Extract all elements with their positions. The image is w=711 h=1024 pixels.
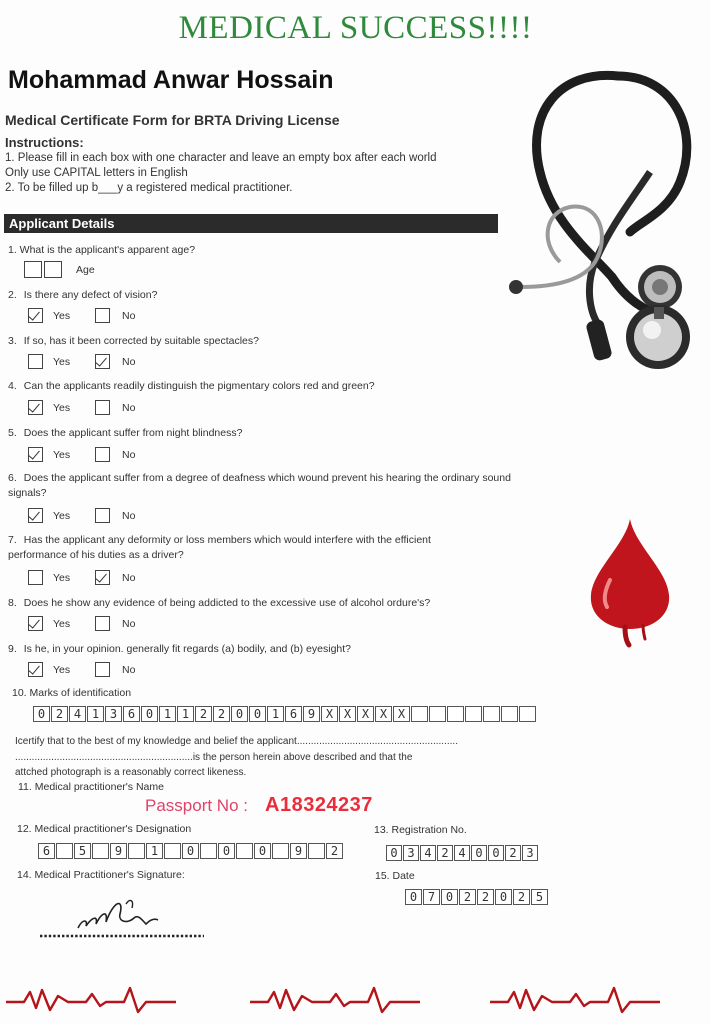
yes-checkbox[interactable]: [28, 354, 43, 369]
marks-cell[interactable]: [411, 706, 428, 722]
no-checkbox[interactable]: [95, 447, 110, 462]
marks-cell[interactable]: [447, 706, 464, 722]
certify-line-2: ................................................................is the person herein above described and that the: [15, 752, 413, 763]
registration-cell[interactable]: 2: [505, 845, 521, 861]
designation-cell[interactable]: 2: [326, 843, 343, 859]
question-6: [8, 472, 511, 484]
answer-options-9: [28, 662, 135, 677]
answer-options-2: [28, 308, 135, 323]
date-cell[interactable]: 2: [459, 889, 476, 905]
marks-cell[interactable]: 1: [159, 706, 176, 722]
instruction-line-3: 2. To be filled up b___y a registered medical practitioner.: [5, 182, 293, 194]
marks-cell[interactable]: [501, 706, 518, 722]
designation-grid: [38, 843, 344, 859]
blood-drop-icon: [585, 515, 675, 650]
designation-cell[interactable]: 0: [254, 843, 271, 859]
designation-cell[interactable]: [56, 843, 73, 859]
date-cell[interactable]: 2: [477, 889, 494, 905]
marks-cell[interactable]: 0: [231, 706, 248, 722]
no-label: No: [122, 309, 136, 322]
marks-cell[interactable]: X: [321, 706, 338, 722]
stethoscope-icon: [500, 62, 705, 372]
yes-label: Yes: [53, 617, 71, 630]
yes-label: Yes: [53, 309, 71, 322]
passport-number: A18324237: [265, 794, 373, 816]
question-number: 3.: [8, 335, 17, 347]
marks-cell[interactable]: 2: [213, 706, 230, 722]
yes-label: Yes: [53, 401, 71, 414]
answer-options-4: [28, 400, 135, 415]
yes-checkbox[interactable]: [28, 400, 43, 415]
marks-cell[interactable]: 2: [195, 706, 212, 722]
no-checkbox[interactable]: [95, 400, 110, 415]
registration-cell[interactable]: 4: [420, 845, 436, 861]
question-number: 5.: [8, 427, 17, 439]
marks-cell[interactable]: 2: [51, 706, 68, 722]
age-digit-box-1[interactable]: [24, 261, 42, 278]
designation-cell[interactable]: 6: [38, 843, 55, 859]
designation-cell[interactable]: [92, 843, 109, 859]
marks-cell[interactable]: 6: [123, 706, 140, 722]
marks-cell[interactable]: X: [393, 706, 410, 722]
section-applicant-details: Applicant Details: [4, 214, 498, 233]
answer-options-3: [28, 354, 135, 369]
date-cell[interactable]: 7: [423, 889, 440, 905]
question-text: If so, has it been corrected by suitable spectacles?: [23, 335, 259, 347]
no-label: No: [122, 663, 136, 676]
question-7: [8, 534, 431, 546]
date-cell[interactable]: 0: [405, 889, 422, 905]
registration-cell[interactable]: 4: [454, 845, 470, 861]
designation-cell[interactable]: 5: [74, 843, 91, 859]
no-checkbox[interactable]: [95, 308, 110, 323]
marks-cell[interactable]: X: [339, 706, 356, 722]
form-title: Medical Certificate Form for BRTA Driving License: [5, 112, 340, 128]
registration-cell[interactable]: 0: [386, 845, 402, 861]
yes-label: Yes: [53, 355, 71, 368]
no-label: No: [122, 355, 136, 368]
yes-checkbox[interactable]: [28, 570, 43, 585]
designation-cell[interactable]: [164, 843, 181, 859]
banner-title: MEDICAL SUCCESS!!!!: [178, 10, 533, 46]
date-cell[interactable]: 5: [531, 889, 548, 905]
marks-cell[interactable]: 6: [285, 706, 302, 722]
question-number: 9.: [8, 643, 17, 655]
question-text: Does the applicant suffer from night blindness?: [23, 427, 243, 439]
no-label: No: [122, 401, 136, 414]
question-text: Is there any defect of vision?: [23, 289, 158, 301]
designation-cell[interactable]: [272, 843, 289, 859]
signature-label: 14. Medical Practitioner's Signature:: [17, 869, 185, 881]
question-text: Can the applicants readily distinguish the pigmentary colors red and green?: [23, 380, 375, 392]
marks-cell[interactable]: 0: [249, 706, 266, 722]
designation-cell[interactable]: 1: [146, 843, 163, 859]
marks-cell[interactable]: 4: [69, 706, 86, 722]
marks-label: 10. Marks of identification: [12, 687, 132, 699]
answer-options-7: [28, 570, 135, 585]
designation-cell[interactable]: 0: [218, 843, 235, 859]
question-text: Does he show any evidence of being addicted to the excessive use of alcohol ordure's?: [23, 597, 431, 609]
yes-label: Yes: [53, 448, 71, 461]
marks-cell[interactable]: 1: [267, 706, 284, 722]
designation-cell[interactable]: [308, 843, 325, 859]
answer-options-6: [28, 508, 135, 523]
no-checkbox[interactable]: [95, 508, 110, 523]
marks-cell[interactable]: X: [357, 706, 374, 722]
question-8: [8, 597, 430, 609]
registration-cell[interactable]: 2: [437, 845, 453, 861]
marks-cell[interactable]: 0: [141, 706, 158, 722]
question-4: [8, 380, 375, 392]
question-9: [8, 643, 351, 655]
designation-cell[interactable]: 9: [290, 843, 307, 859]
marks-cell[interactable]: [519, 706, 536, 722]
signature-scribble-icon: [38, 890, 208, 942]
question-text: Does the applicant suffer from a degree of deafness which wound prevent his hearing the ordinary sound: [23, 472, 511, 484]
date-cell[interactable]: 0: [441, 889, 458, 905]
instructions-heading: Instructions:: [5, 135, 84, 150]
date-label: 15. Date: [375, 870, 415, 882]
marks-cell[interactable]: 9: [303, 706, 320, 722]
yes-checkbox[interactable]: [28, 616, 43, 631]
applicant-name: Mohammad Anwar Hossain: [8, 66, 334, 94]
marks-cell[interactable]: [465, 706, 482, 722]
no-checkbox[interactable]: [95, 662, 110, 677]
question-5: [8, 427, 242, 439]
designation-cell[interactable]: [200, 843, 217, 859]
registration-cell[interactable]: 0: [471, 845, 487, 861]
yes-checkbox[interactable]: [28, 662, 43, 677]
age-digit-box-2[interactable]: [44, 261, 62, 278]
yes-label: Yes: [53, 663, 71, 676]
registration-label: 13. Registration No.: [374, 824, 467, 836]
no-checkbox[interactable]: [95, 354, 110, 369]
marks-cell[interactable]: 1: [87, 706, 104, 722]
answer-options-8: [28, 616, 135, 631]
marks-cell[interactable]: X: [375, 706, 392, 722]
yes-checkbox[interactable]: [28, 447, 43, 462]
designation-label: 12. Medical practitioner's Designation: [17, 823, 192, 835]
question-age: 1. What is the applicant's apparent age?: [8, 244, 196, 256]
marks-grid: [33, 706, 537, 722]
instruction-line-2: Only use CAPITAL letters in English: [5, 167, 188, 179]
marks-cell[interactable]: 3: [105, 706, 122, 722]
registration-cell[interactable]: 3: [403, 845, 419, 861]
yes-label: Yes: [53, 571, 71, 584]
question-number: 7.: [8, 534, 17, 546]
no-label: No: [122, 571, 136, 584]
question-3: [8, 335, 259, 347]
question-number: 4.: [8, 380, 17, 392]
no-label: No: [122, 509, 136, 522]
date-grid: [405, 889, 549, 905]
registration-cell[interactable]: 3: [522, 845, 538, 861]
designation-cell[interactable]: 0: [182, 843, 199, 859]
no-label: No: [122, 448, 136, 461]
date-cell[interactable]: 2: [513, 889, 530, 905]
instruction-line-1: 1. Please fill in each box with one character and leave an empty box after each world: [5, 152, 437, 164]
registration-cell[interactable]: 0: [488, 845, 504, 861]
designation-cell[interactable]: [128, 843, 145, 859]
question-number: 2.: [8, 289, 17, 301]
marks-cell[interactable]: [483, 706, 500, 722]
question-text-continued: performance of his duties as a driver?: [8, 549, 184, 561]
certify-line-1: Icertify that to the best of my knowledge and belief the applicant..........................................................: [15, 736, 458, 747]
designation-cell[interactable]: 9: [110, 843, 127, 859]
yes-checkbox[interactable]: [28, 508, 43, 523]
marks-cell[interactable]: 1: [177, 706, 194, 722]
heartbeat-line-icon: [0, 982, 711, 1022]
question-number: 6.: [8, 472, 17, 484]
practitioner-name-label: 11. Medical practitioner's Name: [18, 781, 164, 793]
question-2: [8, 289, 157, 301]
answer-options-5: [28, 447, 135, 462]
marks-cell[interactable]: [429, 706, 446, 722]
yes-label: Yes: [53, 509, 71, 522]
question-number: 8.: [8, 597, 17, 609]
designation-cell[interactable]: [236, 843, 253, 859]
passport-label: Passport No :: [145, 796, 248, 815]
age-label: Age: [76, 263, 95, 276]
no-checkbox[interactable]: [95, 616, 110, 631]
marks-cell[interactable]: 0: [33, 706, 50, 722]
question-text: Is he, in your opinion. generally fit regards (a) bodily, and (b) eyesight?: [23, 643, 351, 655]
question-text-continued: signals?: [8, 487, 47, 499]
yes-checkbox[interactable]: [28, 308, 43, 323]
date-cell[interactable]: 0: [495, 889, 512, 905]
no-label: No: [122, 617, 136, 630]
no-checkbox[interactable]: [95, 570, 110, 585]
age-input-group: [24, 261, 95, 278]
registration-grid: [386, 845, 539, 861]
question-text: Has the applicant any deformity or loss members which would interfere with the efficient: [23, 534, 431, 546]
certify-line-3: attched photograph is a reasonably correct likeness.: [15, 767, 247, 778]
